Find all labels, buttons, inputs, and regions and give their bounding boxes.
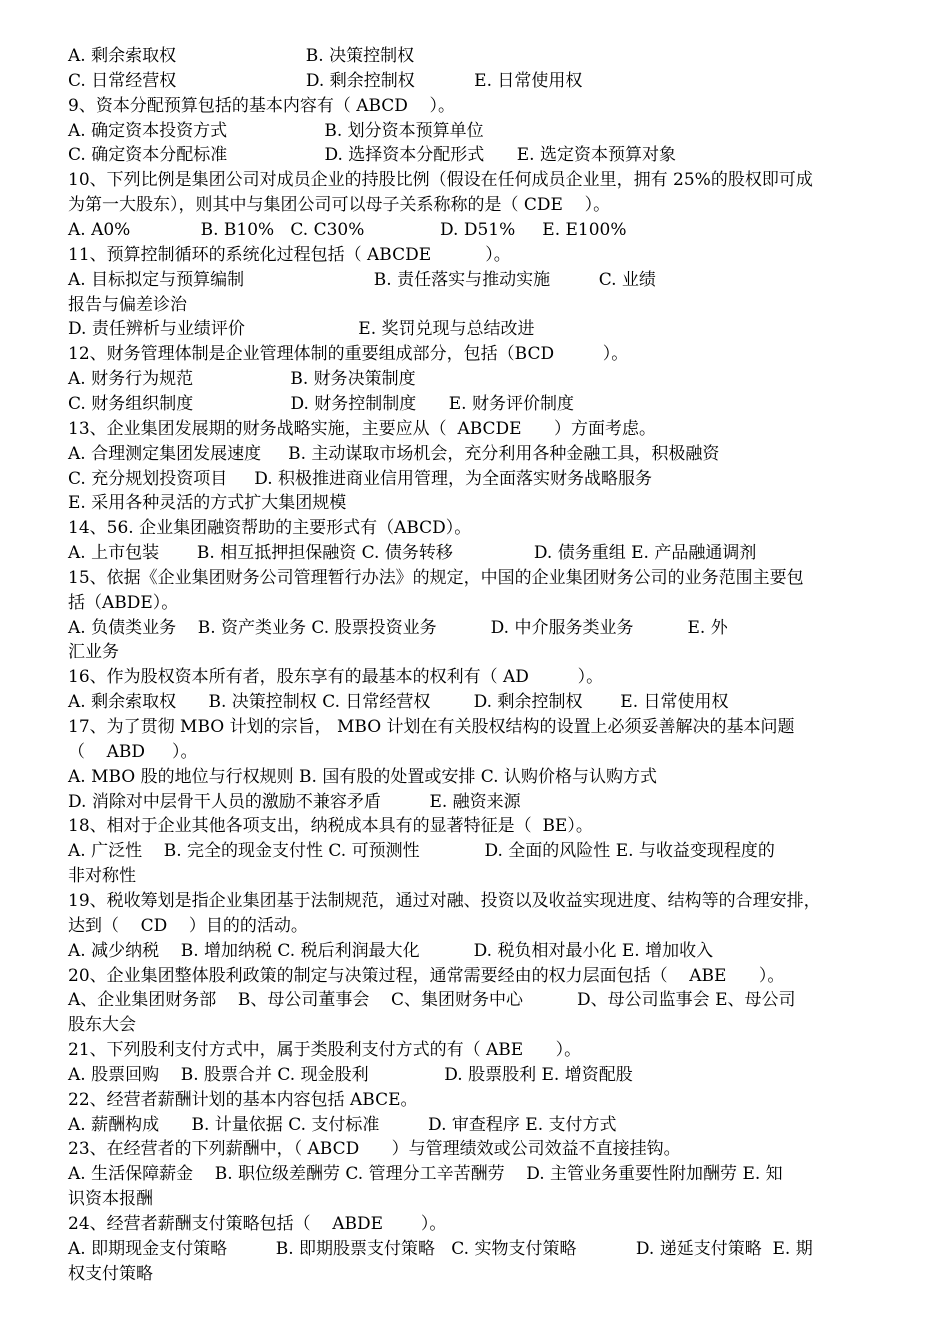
text-line: A. 上市包装 B. 相互抵押担保融资 C. 债务转移 D. 债务重组 E. 产品融通调剂 bbox=[68, 543, 757, 563]
question-line: 19、税收筹划是指企业集团基于法制规范，通过对融、投资以及收益实现进度、结构等的合理安排， bbox=[68, 890, 821, 911]
text-line: C. 确定资本分配标准 D. 选择资本分配形式 E. 选定资本预算对象 bbox=[68, 145, 676, 166]
question-line: 17、为了贯彻 MBO 计划的宗旨， MBO 计划在有关股权结构的设置上必须妥善解决的基本问题 bbox=[68, 717, 795, 737]
question-line: 11、预算控制循环的系统化过程包括（ ABCDE ）。 bbox=[68, 244, 511, 265]
text-line: 汇业务 bbox=[68, 642, 119, 663]
question-line: 13、企业集团发展期的财务战略实施，主要应从（ ABCDE ）方面考虑。 bbox=[68, 418, 656, 439]
question-line: 21、下列股利支付方式中，属于类股利支付方式的有（ ABE ）。 bbox=[68, 1040, 582, 1060]
text-line: A、企业集团财务部 B、母公司董事会 C、集团财务中心 D、母公司监事会 E、母公司 bbox=[68, 990, 796, 1011]
text-line: A. 减少纳税 B. 增加纳税 C. 税后利润最大化 D. 税负相对最小化 E. 增加收入 bbox=[68, 940, 714, 961]
question-line: 20、企业集团整体股利政策的制定与决策过程，通常需要经由的权力层面包括（ ABE ）。 bbox=[68, 965, 785, 986]
text-line: A. A0% B. B10% C. C30% D. D51% E. E100% bbox=[68, 220, 627, 240]
text-line: D. 责任辨析与业绩评价 E. 奖罚兑现与总结改进 bbox=[68, 319, 535, 340]
text-line: E. 采用各种灵活的方式扩大集团规模 bbox=[68, 493, 347, 514]
text-line: A. MBO 股的地位与行权规则 B. 国有股的处置或安排 C. 认购价格与认购方式 bbox=[68, 766, 657, 787]
text-line: A. 广泛性 B. 完全的现金支付性 C. 可预测性 D. 全面的风险性 E. 与收益变现程度的 bbox=[68, 841, 775, 862]
question-line: 9、资本分配预算包括的基本内容有（ ABCD ）。 bbox=[68, 95, 456, 116]
question-line: 24、经营者薪酬支付策略包括（ ABDE ）。 bbox=[68, 1214, 447, 1234]
question-line: 22、经营者薪酬计划的基本内容包括 ABCE。 bbox=[68, 1089, 418, 1110]
text-line: A. 负债类业务 B. 资产类业务 C. 股票投资业务 D. 中介服务类业务 E. 外 bbox=[68, 617, 728, 638]
text-line: C. 充分规划投资项目 D. 积极推进商业信用管理，为全面落实财务战略服务 bbox=[68, 468, 653, 489]
text-line: 报告与偏差诊治 bbox=[68, 294, 187, 315]
text-line: 识资本报酬 bbox=[68, 1189, 153, 1210]
text-line: （ ABD ）。 bbox=[68, 741, 198, 762]
question-line: 23、在经营者的下列薪酬中，（ ABCD ）与管理绩效或公司效益不直接挂钩。 bbox=[68, 1139, 681, 1160]
question-line: 12、财务管理体制是企业管理体制的重要组成部分，包括（BCD ）。 bbox=[68, 344, 629, 365]
text-line: A. 股票回购 B. 股票合并 C. 现金股利 D. 股票股利 E. 增资配股 bbox=[68, 1064, 633, 1085]
text-line: 达到（ CD ）目的的活动。 bbox=[68, 915, 308, 936]
text-line: 非对称性 bbox=[68, 866, 136, 887]
text-line: C. 日常经营权 D. 剩余控制权 E. 日常使用权 bbox=[68, 70, 583, 91]
text-line: A. 剩余索取权 B. 决策控制权 bbox=[68, 46, 415, 66]
text-line: A. 剩余索取权 B. 决策控制权 C. 日常经营权 D. 剩余控制权 E. 日常使用权 bbox=[68, 692, 729, 713]
text-line: A. 即期现金支付策略 B. 即期股票支付策略 C. 实物支付策略 D. 递延支付策略 E. 期 bbox=[68, 1238, 813, 1259]
text-line: 股东大会 bbox=[68, 1015, 136, 1036]
text-line: A. 薪酬构成 B. 计量依据 C. 支付标准 D. 审查程序 E. 支付方式 bbox=[68, 1114, 617, 1135]
text-line: A. 合理测定集团发展速度 B. 主动谋取市场机会，充分利用各种金融工具，积极融资 bbox=[68, 443, 720, 464]
text-line: 括（ABDE）。 bbox=[68, 592, 179, 613]
question-line: 15、依据《企业集团财务公司管理暂行办法》的规定，中国的企业集团财务公司的业务范围主要包 bbox=[68, 567, 804, 588]
question-line: 16、作为股权资本所有者，股东享有的最基本的权利有（ AD ）。 bbox=[68, 667, 604, 688]
text-line: A. 确定资本投资方式 B. 划分资本预算单位 bbox=[68, 120, 484, 141]
text-line: A. 目标拟定与预算编制 B. 责任落实与推动实施 C. 业绩 bbox=[68, 269, 656, 290]
text-line: A. 生活保障薪金 B. 职位级差酬劳 C. 管理分工辛苦酬劳 D. 主管业务重要性附加酬劳 E. 知 bbox=[68, 1164, 783, 1185]
text-line: 为第一大股东），则其中与集团公司可以母子关系称称的是（ CDE ）。 bbox=[68, 195, 611, 216]
text-line: A. 财务行为规范 B. 财务决策制度 bbox=[68, 369, 416, 390]
text-line: D. 消除对中层骨干人员的激励不兼容矛盾 E. 融资来源 bbox=[68, 791, 521, 812]
question-line: 14、56. 企业集团融资帮助的主要形式有（ABCD）。 bbox=[68, 518, 472, 539]
text-line: C. 财务组织制度 D. 财务控制制度 E. 财务评价制度 bbox=[68, 393, 574, 414]
question-line: 18、相对于企业其他各项支出，纳税成本具有的显著特征是（ BE）。 bbox=[68, 816, 593, 837]
question-line: 10、下列比例是集团公司对成员企业的持股比例（假设在任何成员企业里，拥有 25%的股权即可成 bbox=[68, 170, 813, 191]
text-line: 权支付策略 bbox=[68, 1263, 153, 1284]
